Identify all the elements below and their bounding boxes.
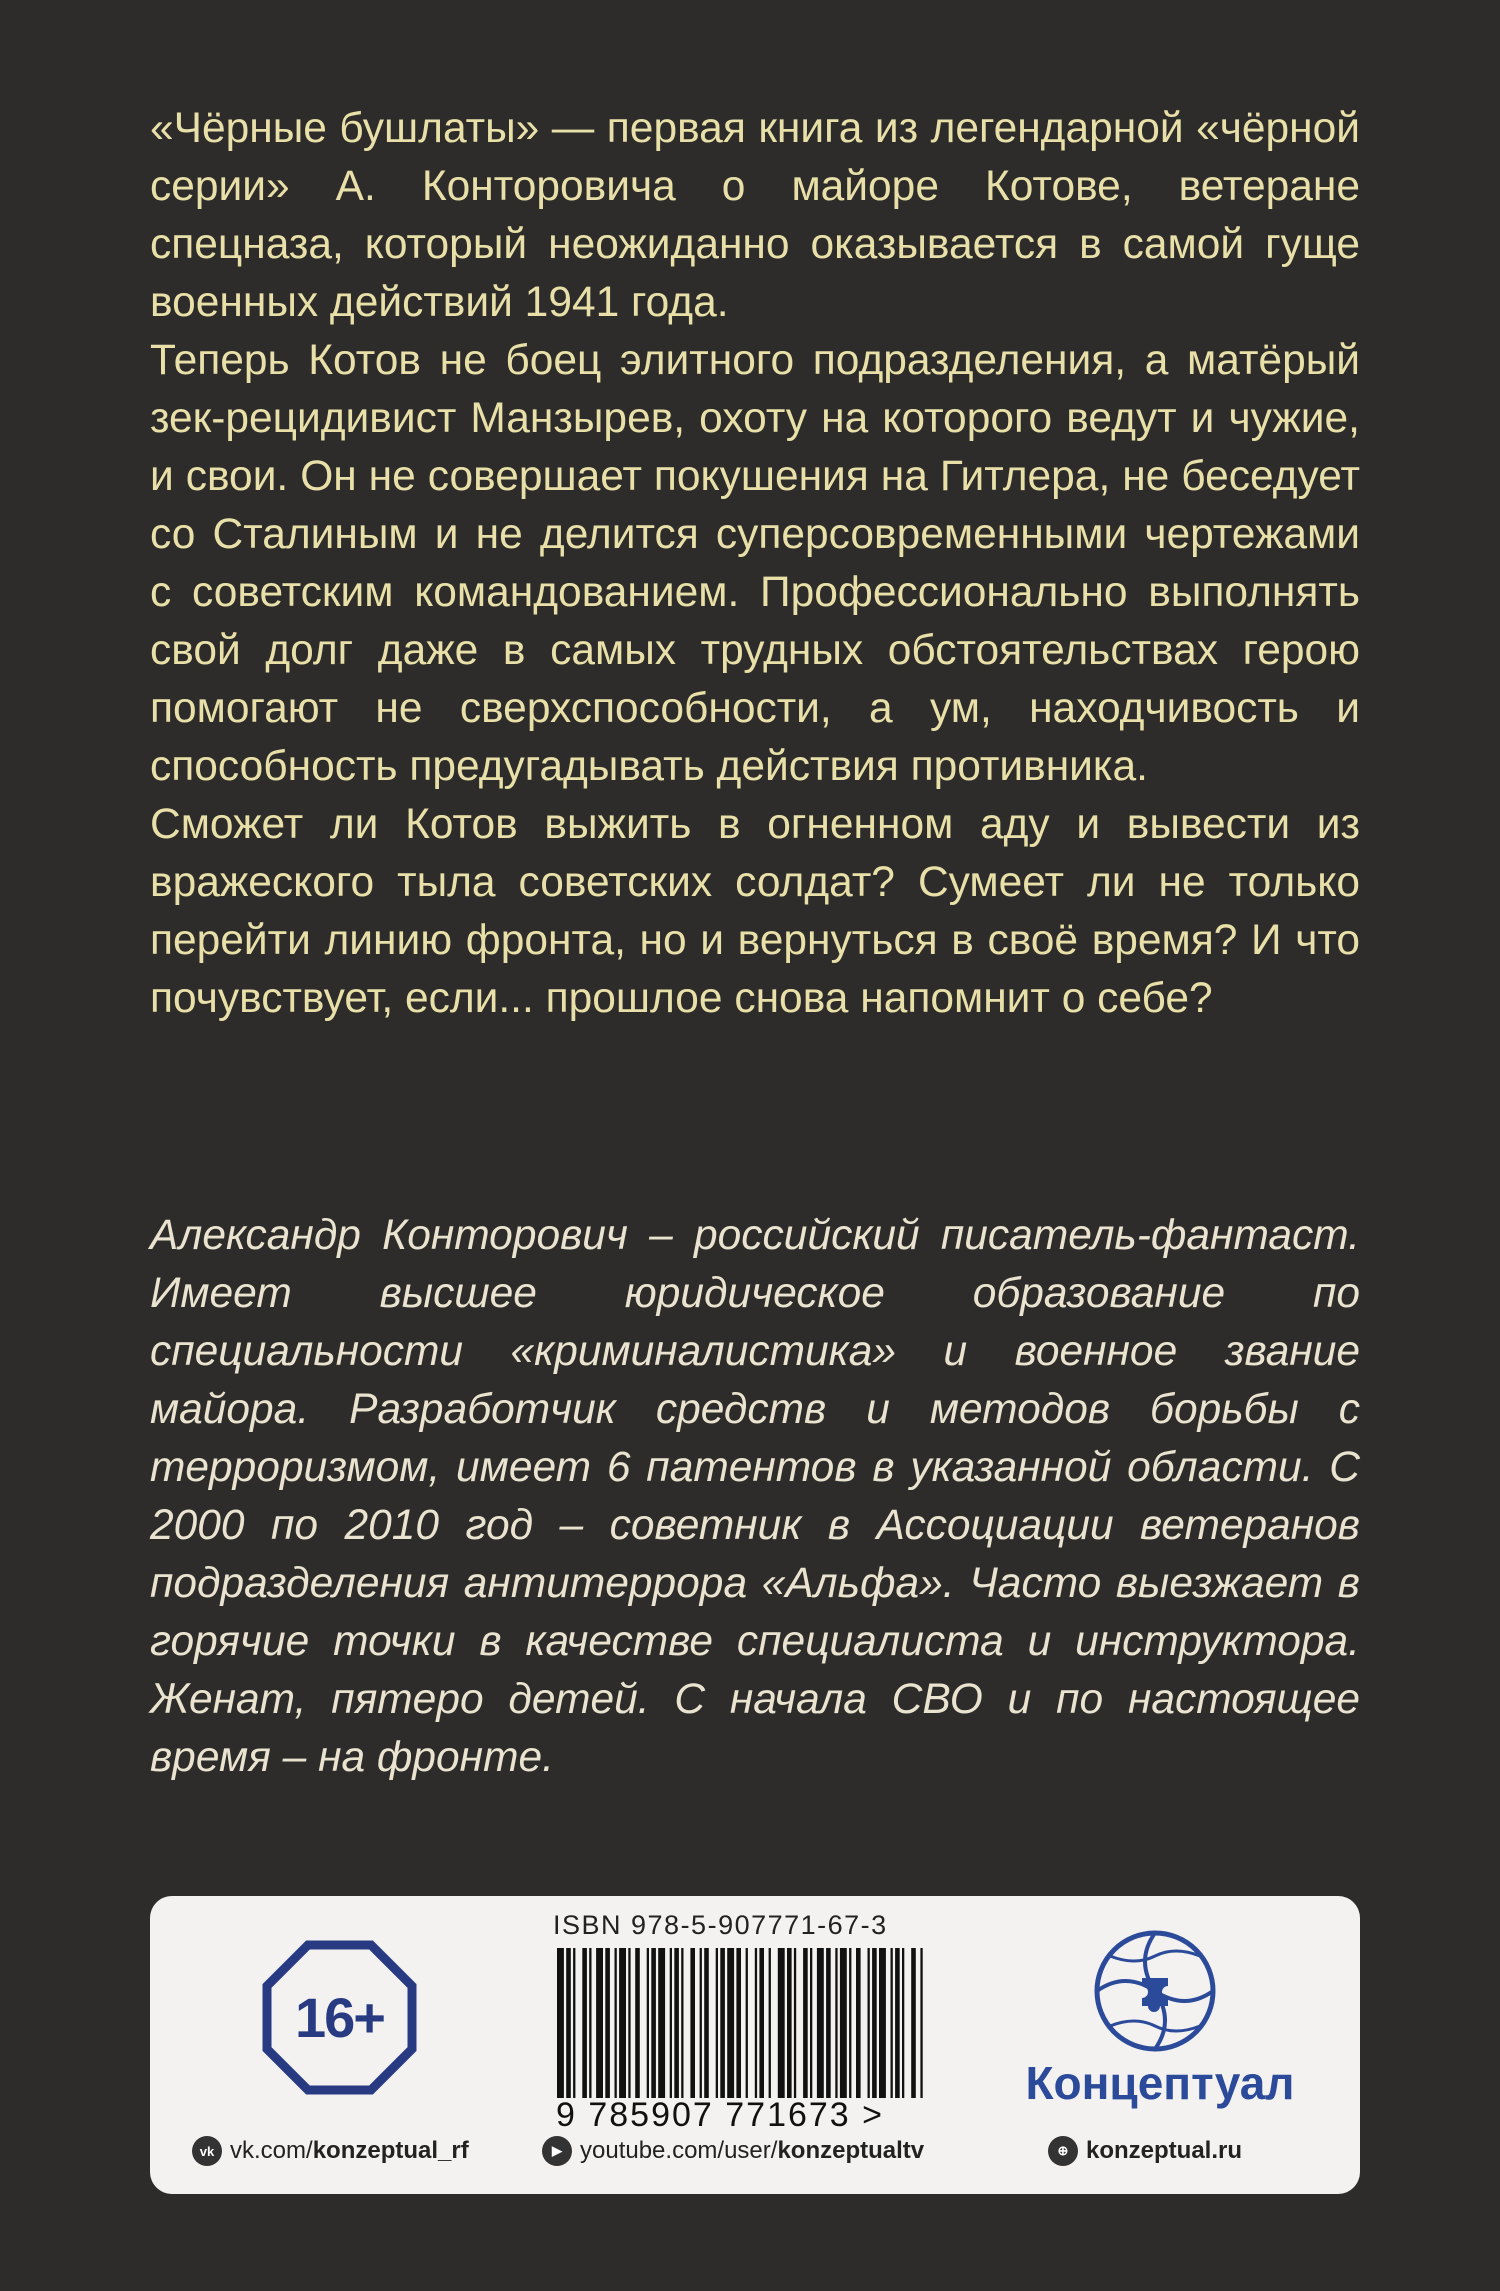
blurb-paragraph-2: Теперь Котов не боец элитного подразделения, а матёрый зек-рецидивист Манзырев, охоту на которого ведут и чужие, и свои. Он не совершает покушения на Гитлера, не беседует со Сталиным и не делится суперсовременными чертежами с советским командованием. Профессионально выполнять свой долг даже в самых трудных обстоятельствах герою помогают не сверхспособности, а ум, находчивость и способность предугадывать действия противника.	[150, 337, 1360, 790]
youtube-link-text: youtube.com/user/konzeptualtv	[580, 2137, 925, 2164]
age-rating-badge	[262, 1940, 417, 2095]
vk-icon: vk	[192, 2136, 222, 2166]
isbn-label: ISBN 978-5-907771-67-3	[553, 1910, 888, 1940]
barcode	[553, 1948, 925, 2098]
publisher-name: Концептуал	[1025, 2057, 1295, 2109]
puzzle-globe-logo	[1090, 1926, 1220, 2056]
globe-icon: ⊕	[1048, 2136, 1078, 2166]
barcode-digits: 9 785907 771673 >	[556, 2096, 885, 2134]
publisher-panel	[150, 1896, 1360, 2194]
youtube-link[interactable]	[542, 2136, 924, 2166]
author-bio	[150, 1207, 1360, 1787]
youtube-icon: ▶	[542, 2136, 572, 2166]
author-bio-text: Александр Конторович – российский писатель-фантаст. Имеет высшее юридическое образование по специальности «криминалистика» и военное звание майора. Разработчик средств и методов борьбы с терроризмом, имеет 6 патентов в указанной области. С 2000 по 2010 год – советник в Ассоциации ветеранов подразделения антитеррора «Альфа». Часто выезжает в горячие точки в качестве специалиста и инструктора. Женат, пятеро детей. С начала СВО и по настоящее время – на фронте.	[150, 1212, 1360, 1781]
blurb-paragraph-3: Сможет ли Котов выжить в огненном аду и вывести из вражеского тыла советских солдат? Сумеет ли не только перейти линию фронта, но и вернуться в своё время? И что почувствует, если... прошлое снова напомнит о себе?	[150, 801, 1360, 1022]
website-link[interactable]	[1048, 2136, 1242, 2166]
blurb-paragraph-1: «Чёрные бушлаты» — первая книга из легендарной «чёрной серии» А. Конторовича о майоре Котове, ветеране спецназа, который неожиданно оказывается в самой гуще военных действий 1941 года.	[150, 105, 1360, 326]
vk-link[interactable]	[192, 2136, 469, 2166]
age-rating-text: 16+	[295, 1986, 384, 2049]
book-blurb	[150, 100, 1360, 1028]
vk-link-text: vk.com/konzeptual_rf	[230, 2137, 469, 2164]
website-link-text: konzeptual.ru	[1086, 2137, 1243, 2164]
